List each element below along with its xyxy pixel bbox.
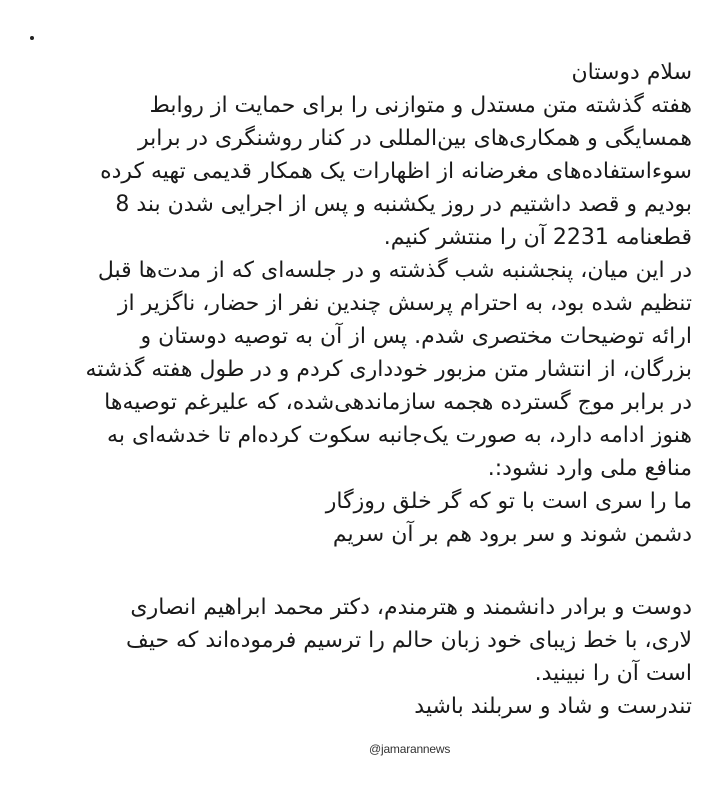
greeting: سلام دوستان bbox=[571, 60, 692, 85]
stray-dot bbox=[30, 36, 34, 40]
paragraph2-line: در برابر موج گسترده هجمه سازماندهی‌شده، که علیرغم توصیه‌ها bbox=[104, 390, 692, 415]
watermark-handle: @jamarannews bbox=[369, 742, 451, 756]
paragraph-gap bbox=[12, 551, 692, 591]
paragraph1-line: همسایگی و همکاری‌های بین‌المللی در کنار روشنگری در برابر bbox=[137, 126, 692, 151]
poem-verse: دشمن شوند و سر برود هم بر آن سریم bbox=[332, 522, 692, 547]
paragraph3-line: است آن را نبینید. bbox=[534, 661, 692, 686]
paragraph2-line: بزرگان، از انتشار متن مزبور خودداری کردم و در طول هفته گذشته bbox=[85, 357, 692, 382]
statement-text bbox=[12, 56, 692, 723]
paragraph1-line: بودیم و قصد داشتیم در روز یکشنبه و پس از اجرایی شدن بند 8 bbox=[115, 192, 692, 217]
closing-line: تندرست و شاد و سربلند باشید bbox=[414, 694, 692, 719]
paragraph1-line: سوءاستفاده‌های مغرضانه از اظهارات یک همکار قدیمی تهیه کرده bbox=[100, 159, 692, 184]
paragraph2-line: در این میان، پنجشنبه شب گذشته و در جلسه‌ای که از مدت‌ها قبل bbox=[97, 258, 692, 283]
paragraph2-line: هنوز ادامه دارد، به صورت یک‌جانبه سکوت کرده‌ام تا خدشه‌ای به bbox=[107, 423, 692, 448]
paragraph2-line: تنظیم شده بود، به احترام پرسش چندین نفر از حضار، ناگزیر از bbox=[117, 291, 692, 316]
paragraph2-line: ارائه توضیحات مختصری شدم. پس از آن به توصیه دوستان و bbox=[140, 324, 692, 349]
paragraph1-line: هفته گذشته متن مستدل و متوازنی را برای حمایت از روابط bbox=[149, 93, 692, 118]
poem-verse: ما را سری است با تو که گر خلق روزگار bbox=[325, 489, 692, 514]
paragraph2-line: منافع ملی وارد نشود:. bbox=[487, 456, 692, 481]
paragraph1-line: قطعنامه 2231 آن را منتشر کنیم. bbox=[383, 225, 692, 250]
paragraph3-line: دوست و برادر دانشمند و هترمندم، دکتر محمد ابراهیم انصاری bbox=[130, 595, 692, 620]
paragraph3-line: لاری، با خط زیبای خود زبان حالم را ترسیم فرموده‌اند که حیف bbox=[126, 628, 692, 653]
